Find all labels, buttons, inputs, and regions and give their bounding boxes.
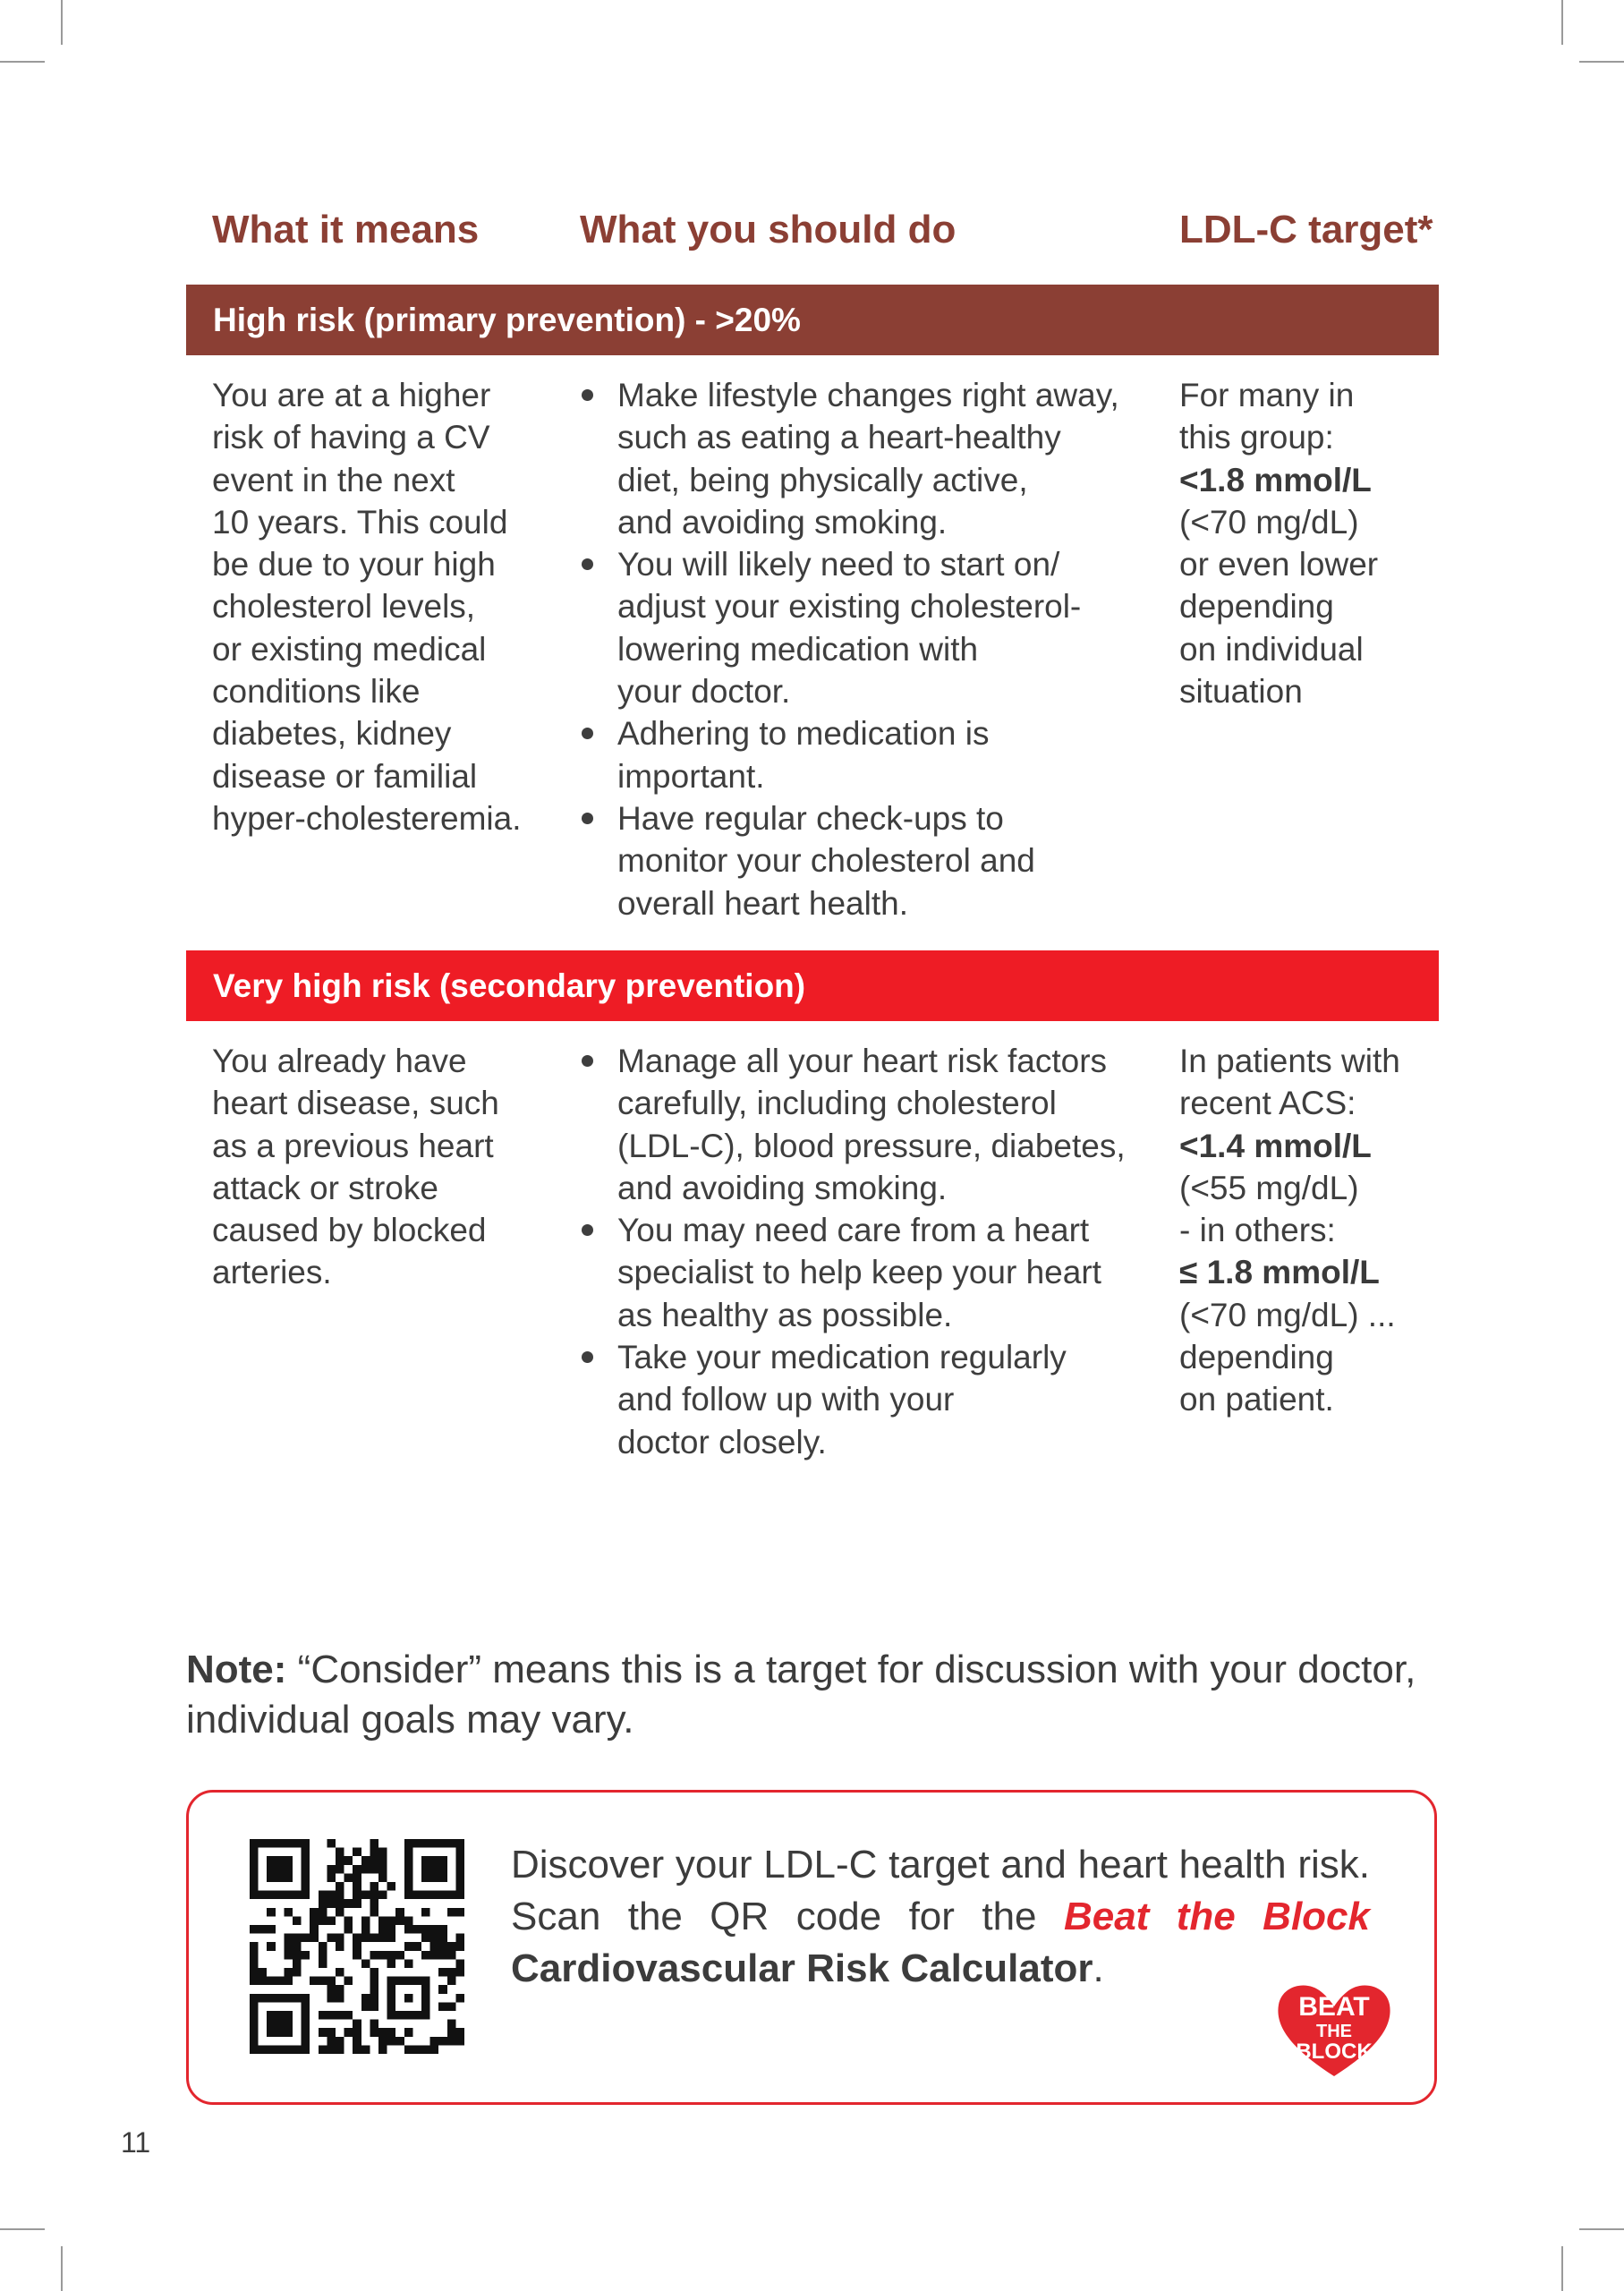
text-line: For many in <box>1179 377 1355 413</box>
text-line: such as eating a heart-healthy <box>617 419 1061 456</box>
text-line: recent ACS: <box>1179 1085 1356 1122</box>
text-line: lowering medication with <box>617 630 979 668</box>
cta-text-part: Discover your LDL-C target and heart health risk. Scan the QR code for the <box>511 1843 1370 1938</box>
list-item <box>582 712 1154 797</box>
text-line: depending <box>1179 1339 1334 1376</box>
text-line: (<55 mg/dL) <box>1179 1169 1359 1206</box>
table-header <box>0 208 1624 261</box>
note-text: “Consider” means this is a target for discussion with your doctor, individual goals may vary. <box>186 1648 1416 1742</box>
text-line: your doctor. <box>617 673 791 711</box>
text-line: heart disease, such <box>212 1085 499 1122</box>
list-item <box>582 1336 1154 1463</box>
crop-mark <box>61 0 63 45</box>
column-header-todo: What you should do <box>580 208 957 251</box>
qr-callout-box <box>186 1790 1437 2105</box>
todo-cell <box>582 1040 1154 1463</box>
text-line: this group: <box>1179 419 1334 456</box>
note-paragraph <box>186 1645 1448 1745</box>
text-line: caused by blocked <box>212 1212 487 1249</box>
crop-mark <box>1579 61 1624 63</box>
text-line: diabetes, kidney <box>212 715 452 753</box>
list-item <box>582 797 1154 924</box>
text-line: on patient. <box>1179 1381 1334 1418</box>
text-line: You are at a higher <box>212 377 491 413</box>
text-line: and avoiding smoking. <box>617 1169 948 1206</box>
text-line: adjust your existing cholesterol- <box>617 588 1082 626</box>
ldl-target-value: <1.8 mmol/L <box>1179 461 1372 498</box>
crop-mark <box>0 61 45 63</box>
text-line: disease or familial <box>212 757 478 795</box>
text-line: monitor your cholesterol and <box>617 842 1035 880</box>
text-line: You already have <box>212 1043 467 1079</box>
text-line: hyper-cholesteremia. <box>212 799 522 837</box>
list-item <box>582 1040 1154 1209</box>
crop-mark <box>0 2228 45 2230</box>
crop-mark <box>1579 2228 1624 2230</box>
beat-the-block-logo <box>1271 1976 1397 2083</box>
target-cell <box>1179 374 1439 712</box>
crop-mark <box>1561 2246 1563 2291</box>
text-line: depending <box>1179 588 1334 626</box>
text-line: You may need care from a heart <box>617 1212 1090 1249</box>
note-label: Note: <box>186 1648 287 1691</box>
list-item <box>582 1209 1154 1336</box>
text-line: be due to your high <box>212 546 496 583</box>
page-number: 11 <box>121 2126 151 2159</box>
text-line: Manage all your heart risk factors <box>617 1043 1108 1079</box>
text-line: important. <box>617 757 765 795</box>
column-header-means: What it means <box>212 208 480 251</box>
text-line: attack or stroke <box>212 1169 438 1206</box>
ldl-target-value: ≤ 1.8 mmol/L <box>1179 1254 1380 1291</box>
text-line: overall heart health. <box>617 884 908 922</box>
list-item <box>582 374 1154 543</box>
beat-the-block-brand: Beat the Block <box>1063 1895 1370 1938</box>
logo-line: THE <box>1316 2022 1352 2041</box>
risk-band-high: High risk (primary prevention) - >20% <box>186 285 1439 355</box>
ldl-target-value: <1.4 mmol/L <box>1179 1127 1372 1164</box>
text-line: situation <box>1179 673 1303 711</box>
text-line: Have regular check-ups to <box>617 799 1004 837</box>
text-line: In patients with <box>1179 1043 1400 1079</box>
text-line: arteries. <box>212 1254 332 1291</box>
text-line: diet, being physically active, <box>617 461 1028 498</box>
text-line: (<70 mg/dL) <box>1179 503 1359 541</box>
text-line: doctor closely. <box>617 1423 827 1461</box>
text-line: - in others: <box>1179 1212 1336 1249</box>
text-line: and avoiding smoking. <box>617 503 948 541</box>
text-line: specialist to help keep your heart <box>617 1254 1101 1291</box>
qr-code-icon[interactable] <box>250 1839 464 2054</box>
text-line: and follow up with your <box>617 1381 955 1418</box>
cta-text-part: . <box>1093 1946 1104 1990</box>
text-line: Take your medication regularly <box>617 1339 1067 1376</box>
target-cell <box>1179 1040 1439 1421</box>
text-line: event in the next <box>212 461 455 498</box>
text-line: on individual <box>1179 630 1364 668</box>
text-line: (<70 mg/dL) ... <box>1179 1296 1396 1333</box>
crop-mark <box>1561 0 1563 45</box>
means-cell <box>212 1040 561 1294</box>
text-line: Make lifestyle changes right away, <box>617 377 1119 413</box>
text-line: risk of having a CV <box>212 419 490 456</box>
todo-cell <box>582 374 1154 924</box>
text-line: conditions like <box>212 673 421 711</box>
text-line: Adhering to medication is <box>617 715 990 753</box>
text-line: as a previous heart <box>212 1127 494 1164</box>
text-line: or even lower <box>1179 546 1379 583</box>
risk-calculator-name: Cardiovascular Risk Calculator <box>511 1946 1093 1990</box>
list-item <box>582 543 1154 712</box>
risk-band-very-high: Very high risk (secondary prevention) <box>186 950 1439 1021</box>
text-line: as healthy as possible. <box>617 1296 953 1333</box>
crop-mark <box>61 2246 63 2291</box>
logo-line: BEAT <box>1298 1992 1370 2022</box>
text-line: 10 years. This could <box>212 503 508 541</box>
text-line: (LDL-C), blood pressure, diabetes, <box>617 1127 1126 1164</box>
column-header-target: LDL-C target* <box>1179 208 1433 251</box>
text-line: You will likely need to start on/ <box>617 546 1060 583</box>
text-line: carefully, including cholesterol <box>617 1085 1057 1122</box>
qr-callout-text <box>511 1839 1370 1995</box>
text-line: cholesterol levels, <box>212 588 476 626</box>
text-line: or existing medical <box>212 630 487 668</box>
means-cell <box>212 374 561 839</box>
logo-line: BLOCK <box>1296 2040 1373 2064</box>
